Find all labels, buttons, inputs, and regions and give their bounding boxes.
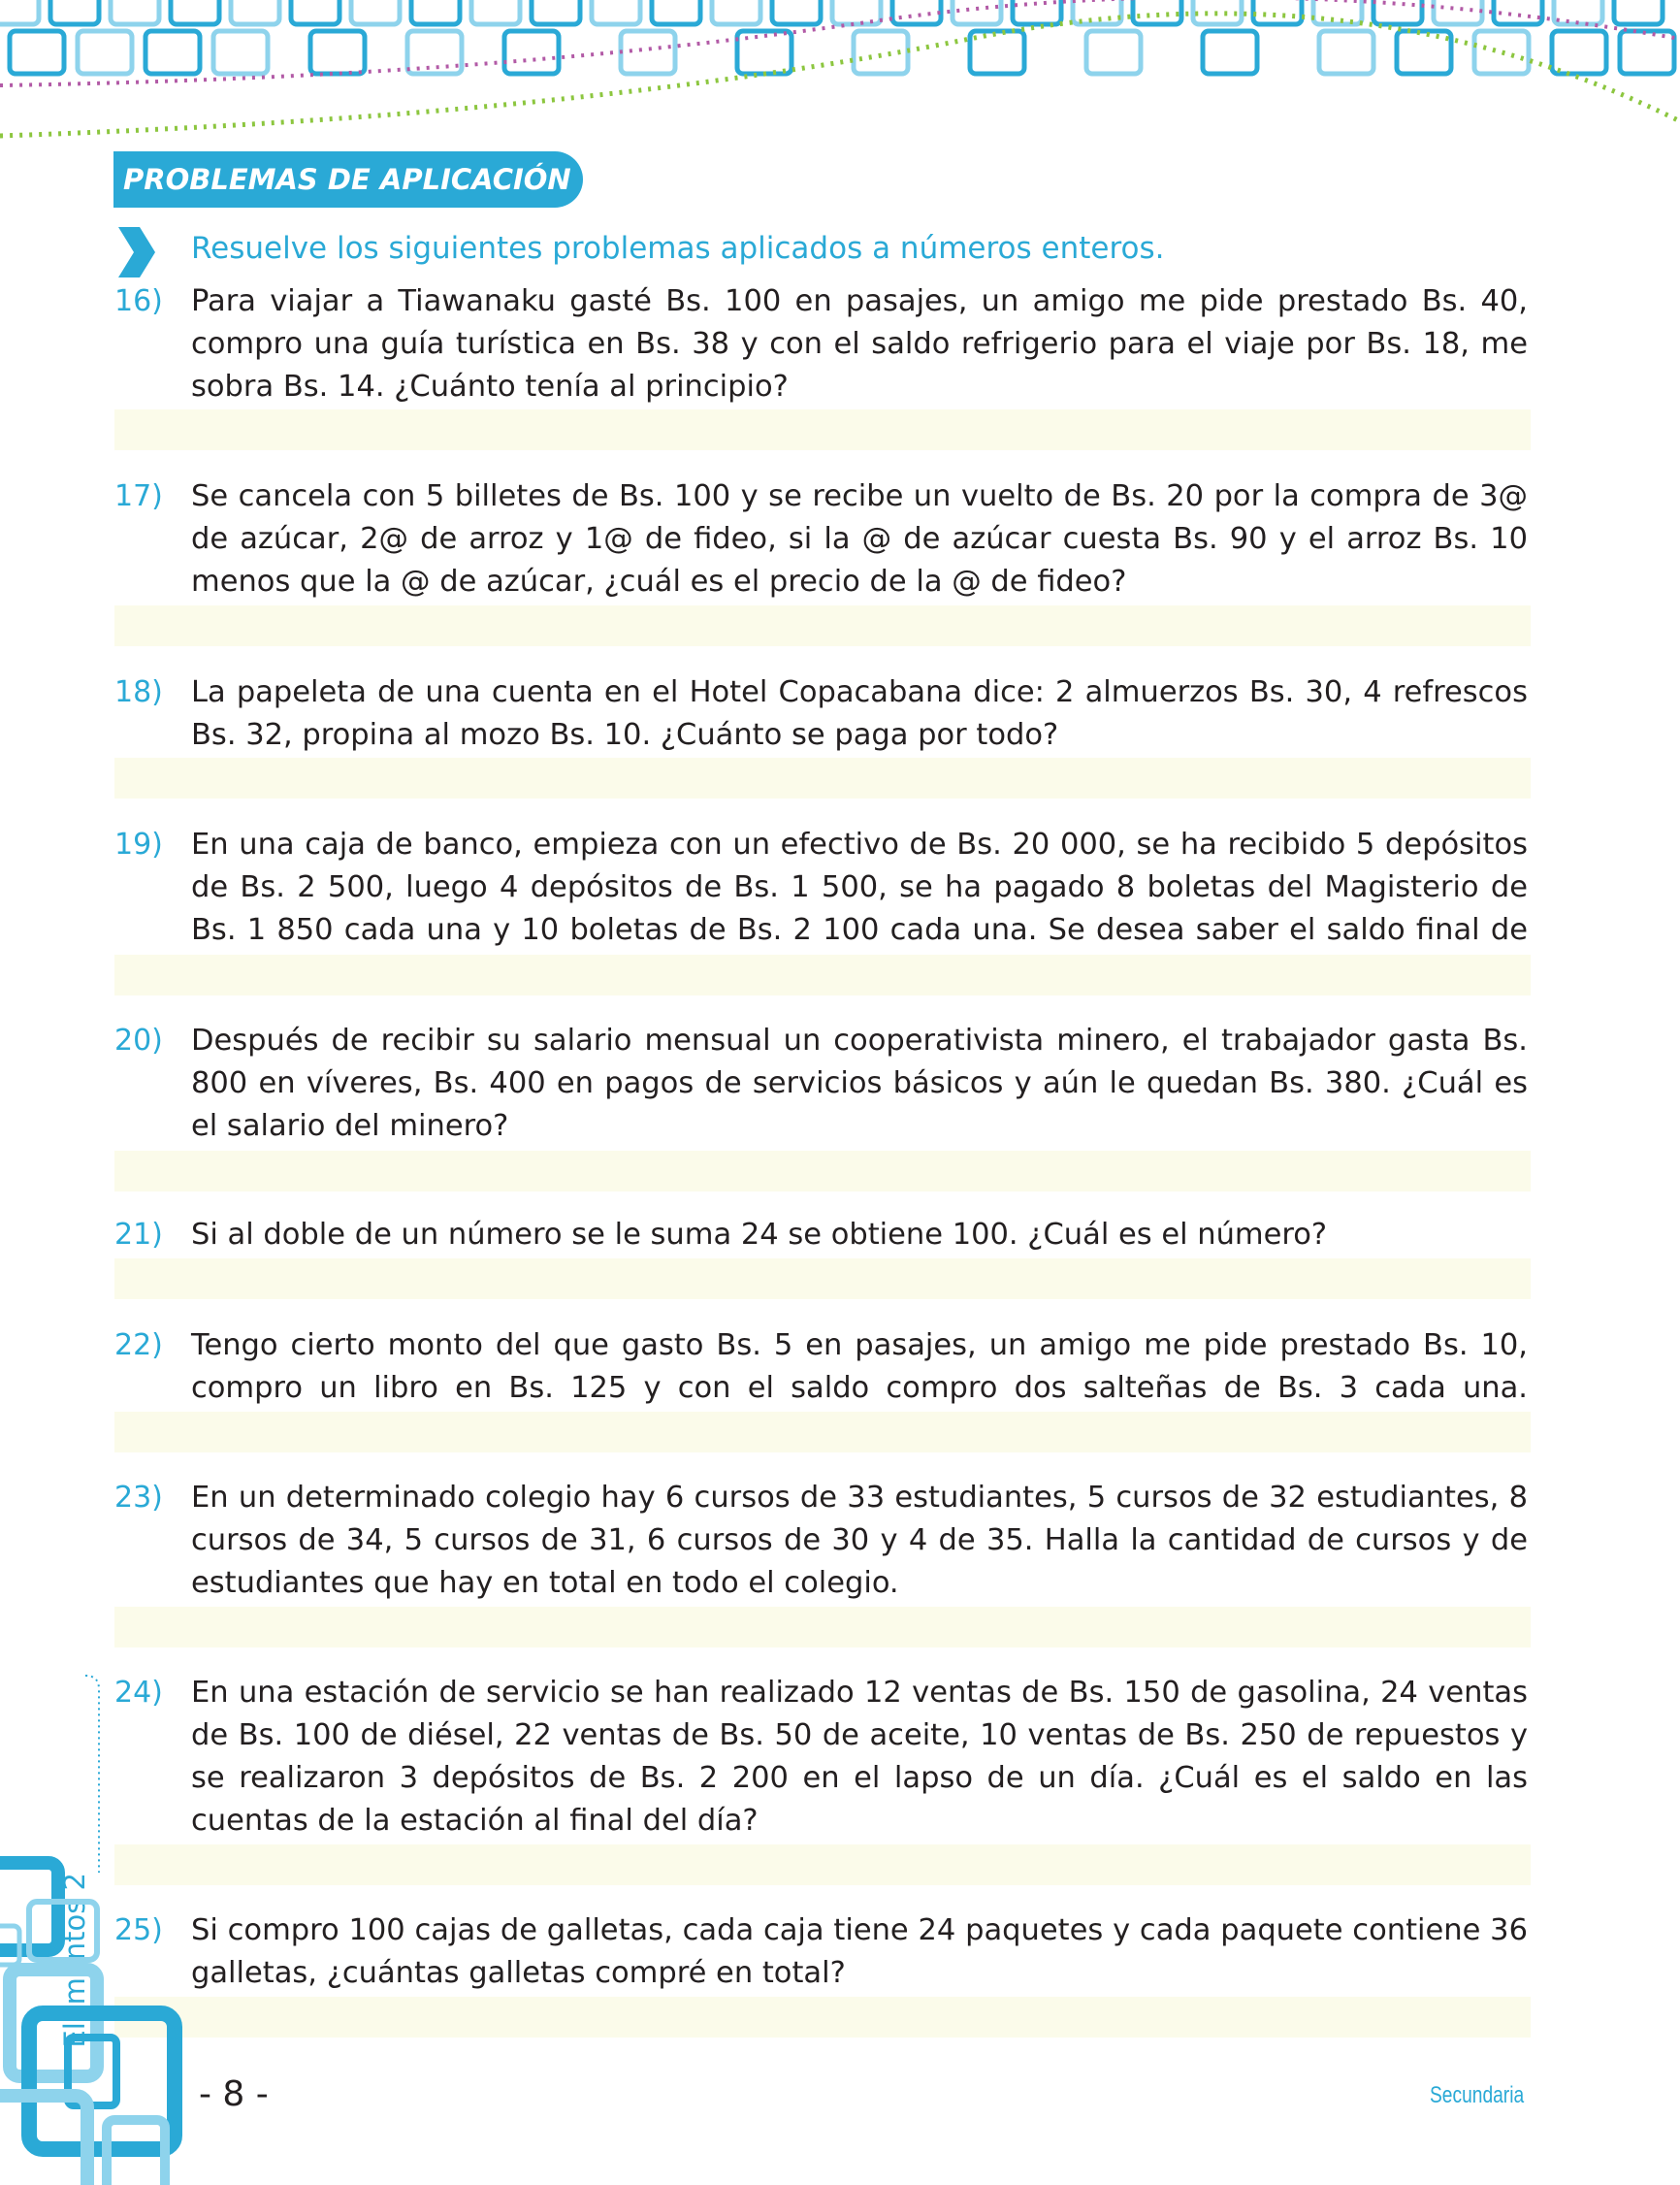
problem-text: Si compro 100 cajas de galletas, cada caja tiene 24 paquetes y cada paquete contiene 36 galletas, ¿cuántas galletas compré en total? [191,1913,1528,1990]
answer-band [114,409,1531,450]
instruction: Resuelve los siguientes problemas aplicados a números enteros. [191,231,1165,266]
chevron-right-icon [114,225,157,279]
answer-band [114,605,1531,646]
answer-band [114,955,1531,995]
problem-text: Se cancela con 5 billetes de Bs. 100 y se recibe un vuelto de Bs. 20 por la compra de 3@ de azúcar, 2@ de arroz y 1@ de fideo, si la @ de azúcar cuesta Bs. 90 y el arroz Bs. 10 menos que la @ de azúcar, ¿cuál es el precio de la @ de fideo? [191,479,1528,599]
answer-band [114,1412,1531,1452]
level-label: Secundaria [1430,2082,1525,2108]
problem-text: La papeleta de una cuenta en el Hotel Copacabana dice: 2 almuerzos Bs. 30, 4 refrescos Bs. 32, propina al mozo Bs. 10. ¿Cuánto se paga por todo? [191,675,1528,752]
section-title: PROBLEMAS DE APLICACIÓN [113,151,583,208]
problem-number: 19) [114,828,163,862]
book-label: Elementos 2 [58,1873,91,2048]
problem-text: En una caja de banco, empieza con un efectivo de Bs. 20 000, se ha recibido 5 depósitos de Bs. 2 500, luego 4 depósitos de Bs. 1 500, se ha pagado 8 boletas del Magisterio de Bs. 1 850 cada una y 10 boletas de Bs. 2 100 cada una. Se desea saber el saldo final de [191,828,1528,947]
answer-band [114,1258,1531,1299]
header-decoration [0,0,1680,146]
problem-number: 24) [114,1676,163,1710]
problem-number: 23) [114,1481,163,1515]
problem-number: 20) [114,1024,163,1058]
problem-number: 18) [114,675,163,709]
answer-band [114,1997,1531,2038]
answer-band [114,758,1531,799]
problem-number: 25) [114,1913,163,1947]
corner-decoration [0,1843,194,2185]
answer-band [114,1844,1531,1885]
problem-number: 17) [114,479,163,513]
answer-band [114,1607,1531,1647]
problem-text: En una estación de servicio se han realizado 12 ventas de Bs. 150 de gasolina, 24 ventas de Bs. 100 de diésel, 22 ventas de Bs. 50 de aceite, 10 ventas de Bs. 250 de repuestos y se realizaron 3 depósitos de Bs. 2 200 en el lapso de un día. ¿Cuál es el saldo en las cuentas de la estación al final del día? [191,1676,1528,1838]
problem-text: Si al doble de un número se le suma 24 se obtiene 100. ¿Cuál es el número? [191,1218,1328,1252]
problem-text: Para viajar a Tiawanaku gasté Bs. 100 en pasajes, un amigo me pide prestado Bs. 40, compro una guía turística en Bs. 38 y con el saldo refrigerio para el viaje por Bs. 18, me sobra Bs. 14. ¿Cuánto tenía al principio? [191,284,1528,404]
answer-band [114,1151,1531,1191]
page-number: - 8 - [199,2074,269,2114]
problem-text: Después de recibir su salario mensual un cooperativista minero, el trabajador gasta Bs. 800 en víveres, Bs. 400 en pagos de servicios básicos y aún le quedan Bs. 380. ¿Cuál es el salario del minero? [191,1024,1528,1143]
problem-number: 21) [114,1218,163,1252]
problem-text: Tengo cierto monto del que gasto Bs. 5 en pasajes, un amigo me pide prestado Bs. 10, compro un libro en Bs. 125 y con el saldo compro dos salteñas de Bs. 3 cada una. [191,1328,1528,1405]
problem-number: 16) [114,284,163,318]
problem-number: 22) [114,1328,163,1362]
problem-text: En un determinado colegio hay 6 cursos de 33 estudiantes, 5 cursos de 32 estudiantes, 8 cursos de 34, 5 cursos de 31, 6 cursos de 30 y 4 de 35. Halla la cantidad de cursos y de estudiantes que hay en total en todo el colegio. [191,1481,1528,1600]
